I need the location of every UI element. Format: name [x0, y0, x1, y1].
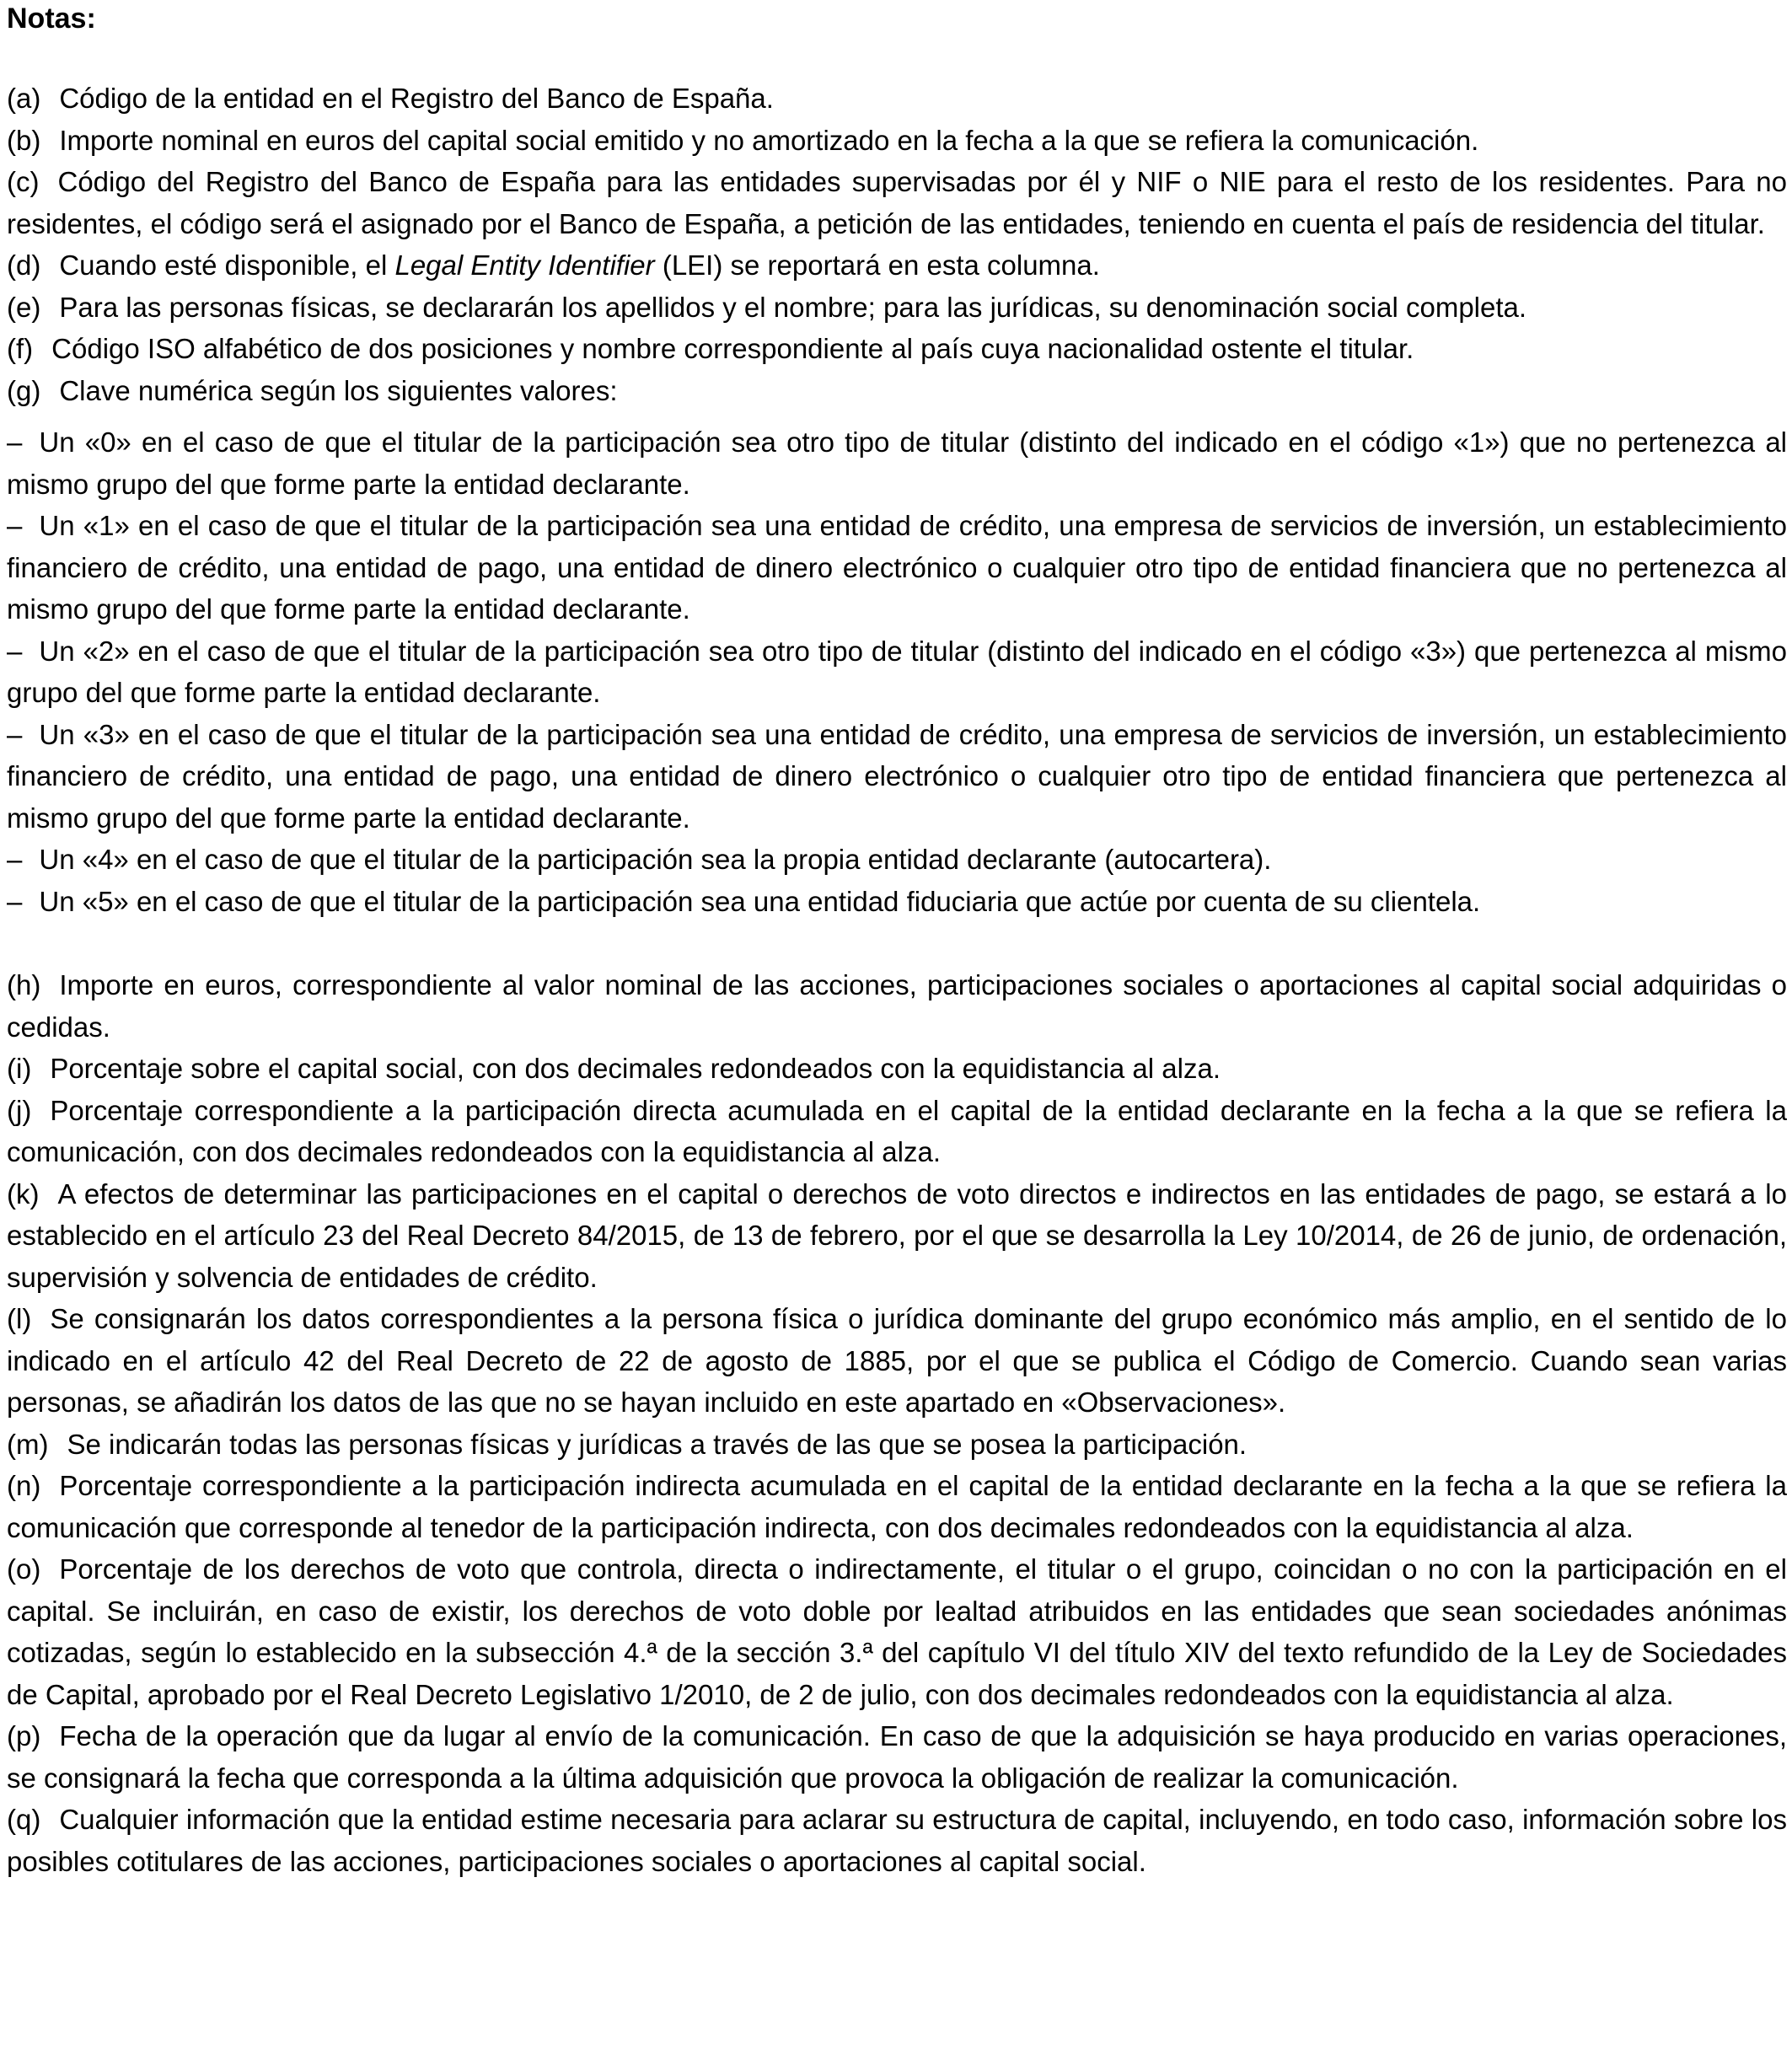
note-l	[7, 1298, 1787, 1424]
dash-item-4	[7, 839, 1787, 881]
note-tag: (c)	[7, 166, 40, 197]
note-text: Fecha de la operación que da lugar al envío de la comunicación. En caso de que la adquisición se haya producido en varias operaciones, se consignará la fecha que corresponda a la última adquisición que provoca la obligación de realizar la comunicación.	[7, 1720, 1787, 1794]
note-text: A efectos de determinar las participaciones en el capital o derechos de voto directos e indirectos en las entidades de pago, se estará a lo establecido en el artículo 23 del Real Decreto 84/2015, de 13 de febrero, por el que se desarrolla la Ley 10/2014, de 26 de junio, de ordenación, supervisión y solvencia de entidades de crédito.	[7, 1177, 1787, 1293]
note-tag: (n)	[7, 1470, 41, 1501]
note-b	[7, 120, 1787, 162]
note-tag: (q)	[7, 1804, 41, 1835]
note-tag: (b)	[7, 124, 41, 156]
note-tag: (d)	[7, 249, 41, 281]
note-text: Código de la entidad en el Registro del Banco de España.	[59, 83, 774, 114]
dash-text: Un «2» en el caso de que el titular de la participación sea otro tipo de titular (distinto del indicado en el código «3») que pertenezca al mismo grupo del que forme parte la entidad declarante.	[7, 635, 1787, 708]
note-text: Importe nominal en euros del capital social emitido y no amortizado en la fecha a la que se refiera la comunicación.	[59, 124, 1479, 156]
note-text-before: Cuando esté disponible, el	[59, 249, 395, 281]
dash-marker: –	[7, 426, 23, 458]
note-d	[7, 244, 1787, 287]
note-m	[7, 1424, 1787, 1466]
note-tag: (i)	[7, 1053, 32, 1084]
note-tag: (m)	[7, 1428, 49, 1460]
note-h	[7, 964, 1787, 1048]
dash-text: Un «5» en el caso de que el titular de la participación sea una entidad fiduciaria que actúe por cuenta de su clientela.	[39, 885, 1481, 917]
note-text: Porcentaje correspondiente a la participación indirecta acumulada en el capital de la entidad declarante en la fecha a la que se refiera la comunicación que corresponde al tenedor de la participación indirecta, con dos decimales redondeados con la equidistancia al alza.	[7, 1470, 1787, 1543]
note-k	[7, 1173, 1787, 1299]
note-tag: (a)	[7, 83, 41, 114]
dash-item-2	[7, 630, 1787, 714]
note-tag: (p)	[7, 1720, 41, 1751]
dash-item-5	[7, 881, 1787, 923]
note-tag: (o)	[7, 1553, 41, 1585]
note-a	[7, 78, 1787, 120]
dash-marker: –	[7, 635, 23, 667]
note-n	[7, 1465, 1787, 1548]
note-e	[7, 287, 1787, 329]
note-tag: (h)	[7, 969, 41, 1000]
note-tag: (e)	[7, 291, 41, 323]
notes-title: Notas:	[7, 3, 96, 35]
note-g	[7, 370, 1787, 412]
note-tag: (f)	[7, 333, 34, 364]
dash-text: Un «3» en el caso de que el titular de la participación sea una entidad de crédito, una empresa de servicios de inversión, un establecimiento financiero de crédito, una entidad de pago, una entidad de dinero electrónico o cualquier otro tipo de entidad financiera que pertenezca al mismo grupo del que forme parte la entidad declarante.	[7, 718, 1787, 834]
dash-item-3	[7, 714, 1787, 839]
dash-item-0	[7, 421, 1787, 505]
dash-marker: –	[7, 718, 23, 750]
note-text: Se indicarán todas las personas físicas y jurídicas a través de las que se posea la participación.	[67, 1428, 1247, 1460]
note-j	[7, 1090, 1787, 1173]
note-text: Porcentaje sobre el capital social, con dos decimales redondeados con la equidistancia al alza.	[50, 1053, 1221, 1084]
note-f	[7, 328, 1787, 370]
dash-item-1	[7, 505, 1787, 630]
dash-marker: –	[7, 844, 23, 875]
dash-text: Un «4» en el caso de que el titular de la participación sea la propia entidad declarante (autocartera).	[39, 844, 1272, 875]
spacer	[7, 922, 1787, 964]
dash-marker: –	[7, 885, 23, 917]
spacer	[7, 411, 1787, 421]
note-o	[7, 1548, 1787, 1715]
note-i	[7, 1048, 1787, 1090]
note-tag: (l)	[7, 1303, 32, 1334]
note-text: Importe en euros, correspondiente al valor nominal de las acciones, participaciones sociales o aportaciones al capital social adquiridas o cedidas.	[7, 969, 1787, 1043]
note-text-after: (LEI) se reportará en esta columna.	[654, 249, 1100, 281]
note-tag: (k)	[7, 1177, 40, 1210]
notes-document	[7, 0, 1787, 1882]
note-text: Porcentaje correspondiente a la participación directa acumulada en el capital de la entidad declarante en la fecha a la que se refiera la comunicación, con dos decimales redondeados con la equidistancia al alza.	[7, 1094, 1787, 1167]
note-text: Se consignarán los datos correspondientes a la persona física o jurídica dominante del grupo económico más amplio, en el sentido de lo indicado en el artículo 42 del Real Decreto de 22 de agosto de 1885, por el que se publica el Código de Comercio. Cuando sean varias personas, se añadirán los datos de las que no se hayan incluido en este apartado en «Observaciones».	[7, 1303, 1787, 1418]
note-p	[7, 1715, 1787, 1799]
note-text: Código del Registro del Banco de España para las entidades supervisadas por él y NIF o NIE para el resto de los residentes. Para no residentes, el código será el asignado por el Banco de España, a petición de las entidades, teniendo en cuenta el país de residencia del titular.	[7, 166, 1787, 239]
note-text: Código ISO alfabético de dos posiciones y nombre correspondiente al país cuya nacionalidad ostente el titular.	[51, 333, 1414, 364]
note-text: Clave numérica según los siguientes valores:	[59, 374, 618, 406]
dash-text: Un «0» en el caso de que el titular de la participación sea otro tipo de titular (distinto del indicado en el código «1») que no pertenezca al mismo grupo del que forme parte la entidad declarante.	[7, 426, 1787, 500]
note-c	[7, 161, 1787, 244]
note-tag: (g)	[7, 374, 41, 406]
dash-marker: –	[7, 510, 23, 541]
note-text: Cualquier información que la entidad estime necesaria para aclarar su estructura de capital, incluyendo, en todo caso, información sobre los posibles cotitulares de las acciones, participaciones sociales o aportaciones al capital social.	[7, 1804, 1787, 1877]
note-tag: (j)	[7, 1094, 32, 1126]
note-text-italic: Legal Entity Identifier	[394, 249, 655, 281]
dash-text: Un «1» en el caso de que el titular de la participación sea una entidad de crédito, una empresa de servicios de inversión, un establecimiento financiero de crédito, una entidad de pago, una entidad de dinero electrónico o cualquier otro tipo de entidad financiera que no pertenezca al mismo grupo del que forme parte la entidad declarante.	[7, 510, 1787, 625]
note-text: Porcentaje de los derechos de voto que controla, directa o indirectamente, el titular o el grupo, coincidan o no con la participación en el capital. Se incluirán, en caso de existir, los derechos de voto doble por lealtad atribuidos en las entidades que sean sociedades anónimas cotizadas, según lo establecido en la subsección 4.ª de la sección 3.ª del capítulo VI del título XIV del texto refundido de la Ley de Sociedades de Capital, aprobado por el Real Decreto Legislativo 1/2010, de 2 de julio, con dos decimales redondeados con la equidistancia al alza.	[7, 1553, 1787, 1710]
note-q	[7, 1799, 1787, 1882]
note-text: Para las personas físicas, se declararán los apellidos y el nombre; para las jurídicas, su denominación social completa.	[59, 291, 1527, 323]
